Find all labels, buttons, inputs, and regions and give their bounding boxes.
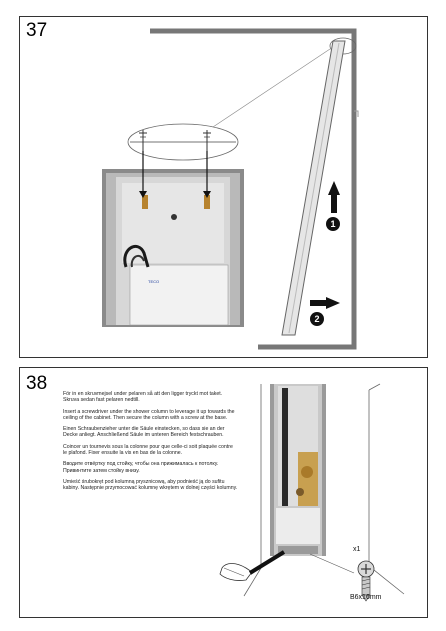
valve-assembly bbox=[298, 452, 318, 506]
step-38-panel bbox=[19, 367, 428, 618]
brand-mark: TECO bbox=[148, 279, 160, 284]
arrow-up-icon bbox=[328, 181, 340, 213]
step-38-illustration bbox=[20, 368, 427, 617]
instruction-english: Insert a screwdriver under the shower column to leverage it up towards the ceiling of the cabinet. Then secure the column with a screw at the base. bbox=[63, 408, 235, 421]
column-top-photo bbox=[102, 169, 244, 327]
valve-housing bbox=[130, 265, 228, 325]
instruction-swedish: För in en skruvmejsel under pelaren så att den ligger tryckt mot taket. Skruva sedan fast pelaren nedtill. bbox=[63, 391, 223, 404]
instruction-russian: Вводите отвёртку под стойку, чтобы она прижималась к потолку. Привинтите затем стойку внизу. bbox=[63, 461, 219, 474]
screw-size-label: B6x16mm bbox=[350, 594, 382, 601]
instruction-french: Coincer un tournevis sous la colonne pour que celle-ci soit plaquée contre le plafond. Fixer ensuite la vis en bas de la colonne. bbox=[63, 443, 233, 457]
leader-line bbox=[204, 49, 330, 133]
step-number: 38 bbox=[26, 373, 48, 394]
cabinet-right-edge bbox=[369, 390, 404, 594]
screw-hole bbox=[171, 214, 177, 220]
instruction-german: Einen Schraubenzieher unter die Säule einstecken, so dass sie an der Decke anliegt. Anschließend Säule im unteren Bereich festschrauben. bbox=[63, 426, 225, 439]
screw-leader-line bbox=[310, 554, 354, 573]
marker-2-label: 2 bbox=[314, 314, 320, 324]
screwdriver-icon bbox=[220, 552, 284, 581]
column-pipe bbox=[282, 388, 288, 506]
screw-quantity: x1 bbox=[353, 546, 361, 553]
step-number: 37 bbox=[26, 20, 48, 41]
cabinet-left-edge bbox=[244, 384, 261, 596]
column-photo bbox=[270, 384, 326, 556]
instruction-polish: Umieść śrubokręt pod kolumną prysznicową, aby podnieść ją do sufitu kabiny. Następnie przymocować kolumnę wkrętem w dolnej części kolumny. bbox=[63, 478, 238, 492]
marker-1-label: 1 bbox=[330, 219, 336, 229]
step-37-illustration bbox=[20, 17, 427, 357]
step-37-panel bbox=[19, 16, 428, 358]
arrow-right-icon bbox=[310, 297, 340, 309]
